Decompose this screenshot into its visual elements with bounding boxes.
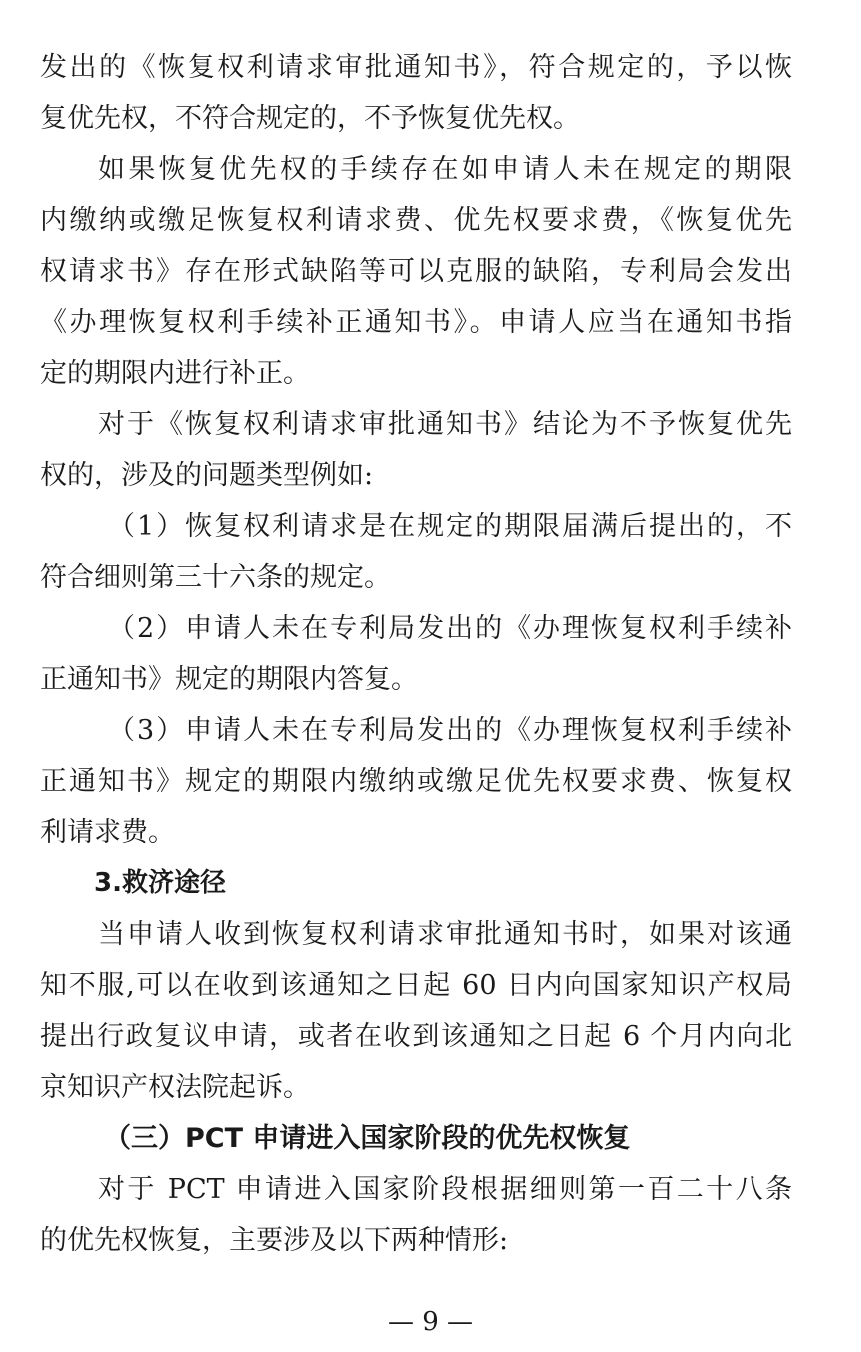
document-body	[40, 42, 792, 1266]
text-line: 权的，涉及的问题类型例如:	[40, 460, 374, 491]
text-line: 正通知书》规定的期限内缴纳或缴足优先权要求费、恢复权	[40, 766, 792, 797]
text-line: 对于 PCT 申请进入国家阶段根据细则第一百二十八条	[98, 1174, 792, 1205]
text-line: 定的期限内进行补正。	[40, 358, 310, 389]
text-line: （1）恢复权利请求是在规定的期限届满后提出的，不	[108, 511, 792, 542]
section-heading: 3.救济途径	[94, 868, 226, 898]
text-line: 知不服,可以在收到该通知之日起 60 日内向国家知识产权局	[40, 970, 792, 1001]
text-line: 当申请人收到恢复权利请求审批通知书时，如果对该通	[98, 919, 792, 950]
text-line: 符合细则第三十六条的规定。	[40, 562, 391, 593]
text-line: 提出行政复议申请，或者在收到该通知之日起 6 个月内向北	[40, 1021, 792, 1052]
text-line: 权请求书》存在形式缺陷等可以克服的缺陷，专利局会发出	[40, 256, 792, 287]
page-number: — 9 —	[387, 1307, 474, 1337]
text-line: 如果恢复优先权的手续存在如申请人未在规定的期限	[98, 154, 792, 185]
text-line: 《办理恢复权利手续补正通知书》。申请人应当在通知书指	[40, 307, 792, 338]
text-line: （2）申请人未在专利局发出的《办理恢复权利手续补	[108, 613, 792, 644]
text-line: 利请求费。	[40, 817, 175, 848]
text-line: 正通知书》规定的期限内答复。	[40, 664, 418, 695]
text-line: 发出的《恢复权利请求审批通知书》，符合规定的，予以恢	[40, 52, 792, 83]
text-line: （3）申请人未在专利局发出的《办理恢复权利手续补	[108, 715, 792, 746]
text-line: 复优先权，不符合规定的，不予恢复优先权。	[40, 103, 580, 134]
text-line: 京知识产权法院起诉。	[40, 1072, 310, 1103]
text-line: 内缴纳或缴足恢复权利请求费、优先权要求费，《恢复优先	[40, 205, 792, 236]
section-heading: （三）PCT 申请进入国家阶段的优先权恢复	[104, 1123, 631, 1154]
text-line: 的优先权恢复，主要涉及以下两种情形:	[40, 1225, 509, 1256]
text-line: 对于《恢复权利请求审批通知书》结论为不予恢复优先	[98, 409, 792, 440]
